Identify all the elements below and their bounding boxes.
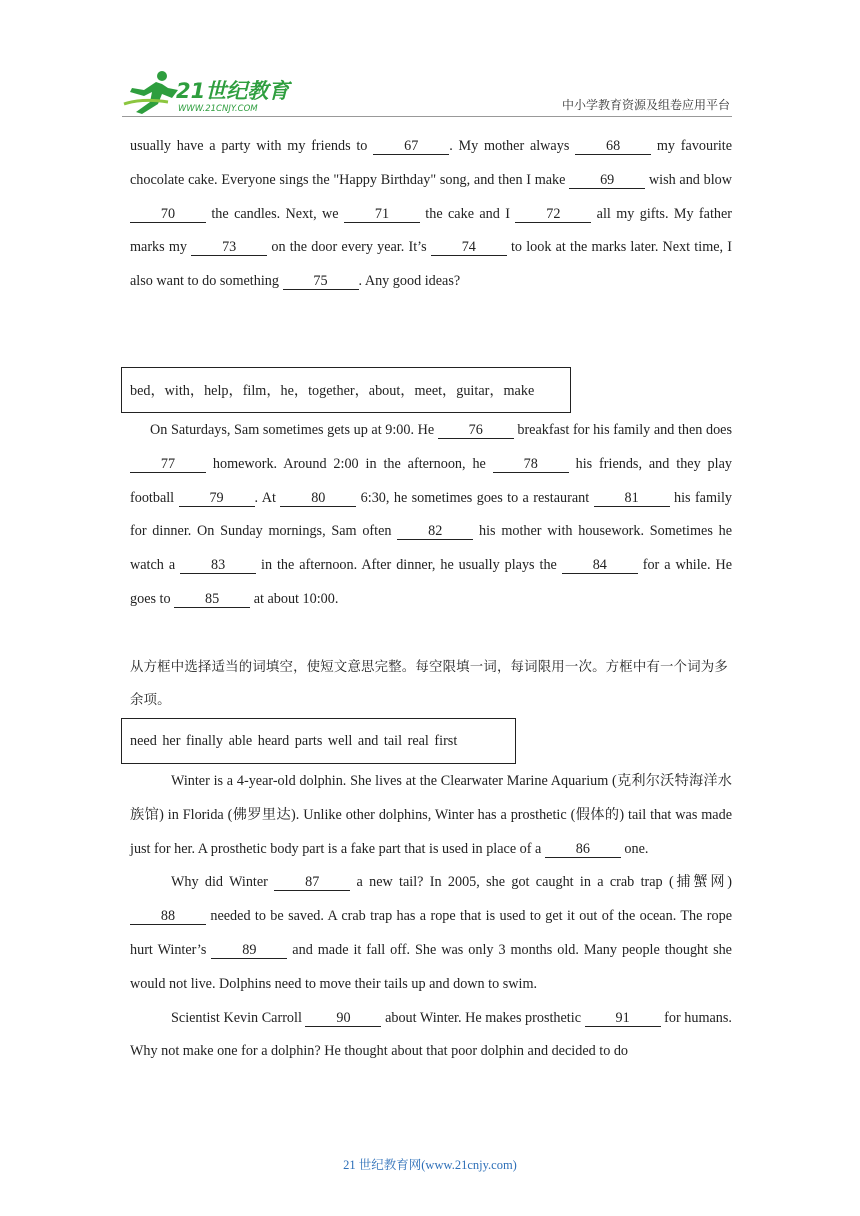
text-run: homework. Around 2:00 in the afternoon, he [206,455,493,472]
text-run: usually have a party with my friends to [130,138,374,154]
text-run: his mother with housework. Sometimes he watch a [130,523,732,574]
text-run: at about 10:00. [250,590,339,607]
text-run: needed to be saved. A crab trap has a rope that is used to get it out of the ocean. The rope hurt Winter’s [130,908,732,958]
text-run: breakfast for his family and then does [513,422,732,438]
text-run: . At [254,489,281,506]
text-run: Why did Winter [171,874,275,891]
logo-url-text: WWW.21CNJY.COM [178,104,258,114]
answer-blank-82[interactable]: 82 [397,523,473,540]
text-run: and made it fall off. She was only 3 months old. Many people thought she would not live. Dolphins need to move their tails up and down to swim. [130,941,732,992]
instruction-text: 从方框中选择适当的词填空，使短文意思完整。每空限填一词，每词限用一次。方框中有一个词为多余项。 [130,660,728,708]
passage-sam [130,414,732,617]
page-header [0,0,860,120]
answer-blank-70[interactable]: 70 [130,206,206,223]
text-run: in the afternoon. After dinner, he usually plays the [256,557,562,574]
answer-blank-77[interactable]: 77 [130,456,206,473]
answer-blank-89[interactable]: 89 [211,942,287,959]
header-divider [122,116,732,117]
text-run: a new tail? In 2005, she got caught in a crab trap (捕蟹网) [350,874,732,891]
runner-icon [124,71,178,114]
text-run: . Any good ideas? [358,273,461,290]
answer-blank-75[interactable]: 75 [283,273,359,290]
answer-blank-91[interactable]: 91 [585,1010,661,1027]
platform-name: 中小学教育资源及组卷应用平台 [561,98,730,112]
word-box-1: bed，with，help，film，he，together，about，meet，guitar，make [121,367,571,413]
paragraph [130,765,732,866]
text-run: Winter is a 4-year-old dolphin. She lives at the Clearwater Marine Aquarium (克利尔沃特海洋水族馆) in Florida (佛罗里达). Unlike other dolphins, Winter has a prosthetic (假体的) tail that was made just for her. A prosthetic body part is a fake part that is used in place of a [130,773,732,857]
text-run: one. [620,840,649,857]
answer-blank-78[interactable]: 78 [493,456,569,473]
text-run: the cake and I [419,205,516,222]
passage-birthday [130,130,732,299]
answer-blank-90[interactable]: 90 [305,1010,381,1027]
answer-blank-87[interactable]: 87 [274,874,350,891]
answer-blank-76[interactable]: 76 [438,422,514,439]
passage-winter [130,765,732,1069]
logo [122,68,292,114]
answer-blank-71[interactable]: 71 [344,206,420,223]
text-run: my favourite chocolate cake. Everyone sings the "Happy Birthday" song, and then I make [130,138,733,188]
text-run: wish and blow [645,171,732,188]
text-run: to look at the marks later. Next time, I also want to do something [130,239,732,290]
text-run: his family for dinner. On Sunday mornings, Sam often [130,489,732,540]
text-run: Scientist Kevin Carroll [171,1009,306,1026]
text-run: . My mother always [449,138,576,154]
text-run: for humans. Why not make one for a dolphin? He thought about that poor dolphin and decided to do [130,1009,732,1060]
logo-main-text: 21世纪教育 [176,79,290,103]
answer-blank-84[interactable]: 84 [562,557,638,574]
answer-blank-79[interactable]: 79 [179,490,255,507]
answer-blank-85[interactable]: 85 [174,591,250,608]
text-run: on the door every year. It’s [267,239,431,256]
paragraph [130,130,732,299]
text-run: about Winter. He makes prosthetic [381,1009,585,1026]
answer-blank-86[interactable]: 86 [545,841,621,858]
answer-blank-88[interactable]: 88 [130,908,206,925]
text-run: all my gifts. My father marks my [130,205,733,256]
answer-blank-68[interactable]: 68 [575,138,651,155]
footer-text: 21 世纪教育网(www.21cnjy.com) [343,1158,517,1172]
answer-blank-80[interactable]: 80 [280,490,356,507]
answer-blank-74[interactable]: 74 [431,239,507,256]
text-run: his friends, and they play football [130,455,732,506]
answer-blank-72[interactable]: 72 [515,206,591,223]
answer-blank-67[interactable]: 67 [373,138,449,155]
word-box-2: need her finally able heard parts well and tail real first [121,718,516,764]
answer-blank-83[interactable]: 83 [180,557,256,574]
paragraph [130,414,732,617]
paragraph [130,866,732,1001]
text-run: 6:30, he sometimes goes to a restaurant [356,489,594,506]
text-run: the candles. Next, we [206,205,344,222]
text-run: On Saturdays, Sam sometimes gets up at 9:00. He [150,422,438,438]
answer-blank-73[interactable]: 73 [191,239,267,256]
answer-blank-69[interactable]: 69 [569,172,645,189]
answer-blank-81[interactable]: 81 [594,490,670,507]
text-run: for a while. He goes to [130,557,732,607]
paragraph [130,1002,732,1070]
